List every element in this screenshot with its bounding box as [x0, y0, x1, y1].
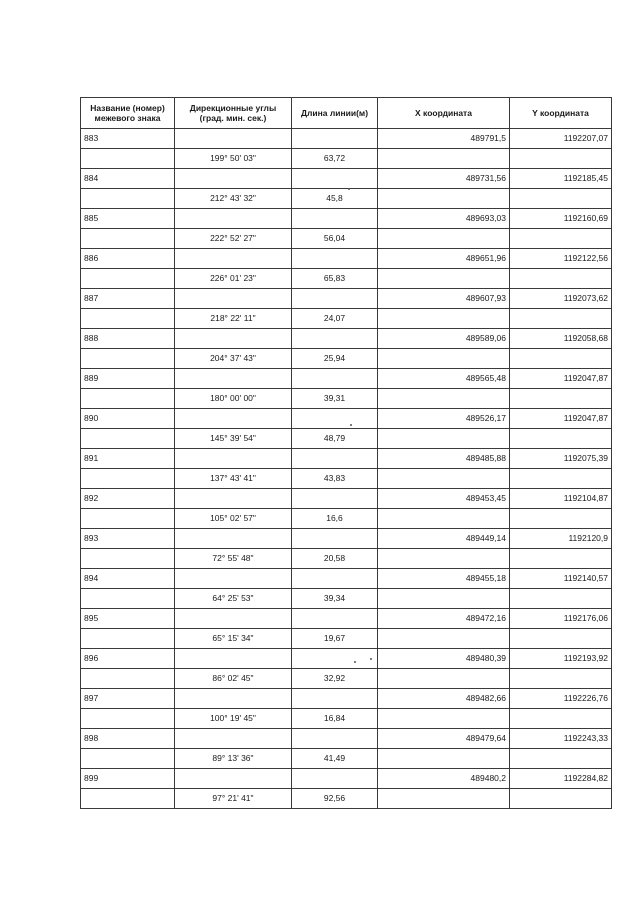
- table-row: [81, 709, 612, 729]
- table-row: [81, 589, 612, 609]
- table-row: [81, 149, 612, 169]
- cell-x-coordinate: [378, 229, 510, 249]
- coordinates-table: [80, 97, 612, 809]
- cell-marker-name: 886: [81, 249, 175, 269]
- header-y-coordinate: Y координата: [510, 98, 612, 129]
- cell-x-coordinate: 489526,17: [378, 409, 510, 429]
- header-marker-name: Название (номер) межевого знака: [81, 98, 175, 129]
- cell-marker-name: 898: [81, 729, 175, 749]
- cell-line-length: [292, 409, 378, 429]
- scan-speck: [354, 661, 356, 663]
- table-row: [81, 689, 612, 709]
- cell-x-coordinate: [378, 469, 510, 489]
- table-row: [81, 369, 612, 389]
- cell-line-length: [292, 729, 378, 749]
- cell-marker-name: 889: [81, 369, 175, 389]
- scan-speck: [350, 424, 352, 426]
- cell-direction-angle: [175, 729, 292, 749]
- cell-marker-name: 883: [81, 129, 175, 149]
- table-row: [81, 569, 612, 589]
- cell-marker-name: 896: [81, 649, 175, 669]
- table-row: [81, 429, 612, 449]
- cell-direction-angle: [175, 569, 292, 589]
- cell-y-coordinate: [510, 149, 612, 169]
- table-row: [81, 529, 612, 549]
- cell-direction-angle: [175, 649, 292, 669]
- cell-marker-name: [81, 149, 175, 169]
- cell-direction-angle: 65° 15' 34": [175, 629, 292, 649]
- cell-line-length: 20,58: [292, 549, 378, 569]
- table-row: [81, 629, 612, 649]
- table-row: [81, 609, 612, 629]
- table-row: [81, 649, 612, 669]
- cell-line-length: 48,79: [292, 429, 378, 449]
- table-row: [81, 469, 612, 489]
- cell-line-length: [292, 449, 378, 469]
- cell-direction-angle: [175, 529, 292, 549]
- cell-y-coordinate: [510, 669, 612, 689]
- cell-x-coordinate: [378, 789, 510, 809]
- cell-y-coordinate: 1192122,56: [510, 249, 612, 269]
- cell-line-length: 25,94: [292, 349, 378, 369]
- cell-y-coordinate: [510, 309, 612, 329]
- table-body: [81, 129, 612, 809]
- header-direction-angle: Дирекционные углы (град. мин. сек.): [175, 98, 292, 129]
- cell-x-coordinate: 489455,18: [378, 569, 510, 589]
- cell-y-coordinate: 1192160,69: [510, 209, 612, 229]
- table-row: [81, 549, 612, 569]
- cell-line-length: [292, 649, 378, 669]
- cell-marker-name: [81, 629, 175, 649]
- cell-direction-angle: [175, 169, 292, 189]
- cell-line-length: [292, 209, 378, 229]
- cell-y-coordinate: 1192140,57: [510, 569, 612, 589]
- cell-y-coordinate: 1192185,45: [510, 169, 612, 189]
- cell-direction-angle: [175, 289, 292, 309]
- cell-marker-name: [81, 749, 175, 769]
- cell-direction-angle: 222° 52' 27": [175, 229, 292, 249]
- table-row: [81, 309, 612, 329]
- cell-line-length: [292, 169, 378, 189]
- cell-direction-angle: [175, 489, 292, 509]
- cell-line-length: 24,07: [292, 309, 378, 329]
- cell-x-coordinate: [378, 349, 510, 369]
- cell-x-coordinate: 489485,88: [378, 449, 510, 469]
- cell-marker-name: [81, 589, 175, 609]
- cell-y-coordinate: [510, 589, 612, 609]
- cell-marker-name: 885: [81, 209, 175, 229]
- cell-marker-name: 887: [81, 289, 175, 309]
- cell-y-coordinate: [510, 709, 612, 729]
- cell-line-length: 56,04: [292, 229, 378, 249]
- cell-y-coordinate: 1192193,92: [510, 649, 612, 669]
- cell-direction-angle: [175, 329, 292, 349]
- cell-direction-angle: 105° 02' 57": [175, 509, 292, 529]
- cell-x-coordinate: 489565,48: [378, 369, 510, 389]
- cell-marker-name: [81, 509, 175, 529]
- cell-direction-angle: [175, 449, 292, 469]
- cell-direction-angle: 226° 01' 23": [175, 269, 292, 289]
- cell-x-coordinate: 489589,06: [378, 329, 510, 349]
- cell-y-coordinate: 1192176,06: [510, 609, 612, 629]
- cell-x-coordinate: [378, 629, 510, 649]
- table-row: [81, 169, 612, 189]
- cell-x-coordinate: 489731,56: [378, 169, 510, 189]
- table-row: [81, 509, 612, 529]
- cell-direction-angle: [175, 129, 292, 149]
- cell-line-length: [292, 529, 378, 549]
- cell-y-coordinate: [510, 429, 612, 449]
- cell-direction-angle: 89° 13' 36": [175, 749, 292, 769]
- table-row: [81, 409, 612, 429]
- cell-y-coordinate: [510, 189, 612, 209]
- cell-marker-name: [81, 429, 175, 449]
- cell-x-coordinate: 489651,96: [378, 249, 510, 269]
- cell-y-coordinate: 1192207,07: [510, 129, 612, 149]
- cell-y-coordinate: 1192047,87: [510, 409, 612, 429]
- cell-x-coordinate: [378, 189, 510, 209]
- cell-marker-name: [81, 349, 175, 369]
- cell-direction-angle: 204° 37' 43": [175, 349, 292, 369]
- cell-line-length: 45,8: [292, 189, 378, 209]
- cell-marker-name: 897: [81, 689, 175, 709]
- table-row: [81, 729, 612, 749]
- cell-y-coordinate: 1192058,68: [510, 329, 612, 349]
- cell-y-coordinate: [510, 389, 612, 409]
- cell-line-length: 39,31: [292, 389, 378, 409]
- cell-direction-angle: 86° 02' 45": [175, 669, 292, 689]
- cell-marker-name: 888: [81, 329, 175, 349]
- cell-direction-angle: 97° 21' 41": [175, 789, 292, 809]
- cell-line-length: [292, 769, 378, 789]
- cell-line-length: 39,34: [292, 589, 378, 609]
- cell-direction-angle: [175, 249, 292, 269]
- cell-direction-angle: 199° 50' 03": [175, 149, 292, 169]
- cell-x-coordinate: [378, 749, 510, 769]
- cell-direction-angle: 64° 25' 53": [175, 589, 292, 609]
- cell-line-length: [292, 329, 378, 349]
- cell-direction-angle: [175, 209, 292, 229]
- cell-x-coordinate: 489480,2: [378, 769, 510, 789]
- cell-line-length: 16,6: [292, 509, 378, 529]
- scan-speck: [370, 658, 372, 660]
- cell-y-coordinate: [510, 349, 612, 369]
- cell-x-coordinate: 489453,45: [378, 489, 510, 509]
- cell-line-length: 41,49: [292, 749, 378, 769]
- cell-direction-angle: [175, 769, 292, 789]
- cell-x-coordinate: 489480,39: [378, 649, 510, 669]
- cell-marker-name: 891: [81, 449, 175, 469]
- cell-marker-name: 894: [81, 569, 175, 589]
- cell-x-coordinate: [378, 309, 510, 329]
- table-row: [81, 489, 612, 509]
- cell-line-length: 65,83: [292, 269, 378, 289]
- cell-direction-angle: 218° 22' 11": [175, 309, 292, 329]
- cell-direction-angle: [175, 369, 292, 389]
- table-row: [81, 349, 612, 369]
- cell-marker-name: [81, 669, 175, 689]
- cell-x-coordinate: 489693,03: [378, 209, 510, 229]
- table-row: [81, 129, 612, 149]
- cell-line-length: [292, 609, 378, 629]
- table-row: [81, 189, 612, 209]
- cell-marker-name: 884: [81, 169, 175, 189]
- cell-marker-name: [81, 789, 175, 809]
- cell-direction-angle: 72° 55' 48": [175, 549, 292, 569]
- cell-marker-name: 890: [81, 409, 175, 429]
- cell-marker-name: 895: [81, 609, 175, 629]
- header-line-length: Длина линии(м): [292, 98, 378, 129]
- cell-x-coordinate: [378, 589, 510, 609]
- table-row: [81, 269, 612, 289]
- cell-y-coordinate: 1192120,9: [510, 529, 612, 549]
- cell-y-coordinate: 1192104,87: [510, 489, 612, 509]
- cell-x-coordinate: 489449,14: [378, 529, 510, 549]
- table-row: [81, 789, 612, 809]
- table-header-row: [81, 98, 612, 129]
- cell-marker-name: [81, 189, 175, 209]
- cell-y-coordinate: [510, 789, 612, 809]
- cell-y-coordinate: [510, 749, 612, 769]
- cell-line-length: [292, 129, 378, 149]
- cell-x-coordinate: 489607,93: [378, 289, 510, 309]
- cell-x-coordinate: 489482,66: [378, 689, 510, 709]
- table-row: [81, 289, 612, 309]
- table-row: [81, 389, 612, 409]
- cell-line-length: 16,84: [292, 709, 378, 729]
- cell-marker-name: [81, 269, 175, 289]
- cell-line-length: 32,92: [292, 669, 378, 689]
- scan-speck: [348, 188, 350, 190]
- cell-x-coordinate: [378, 389, 510, 409]
- cell-x-coordinate: [378, 669, 510, 689]
- cell-line-length: 63,72: [292, 149, 378, 169]
- cell-x-coordinate: [378, 269, 510, 289]
- table-row: [81, 749, 612, 769]
- table-row: [81, 329, 612, 349]
- cell-direction-angle: 145° 39' 54": [175, 429, 292, 449]
- cell-x-coordinate: [378, 149, 510, 169]
- cell-direction-angle: 212° 43' 32": [175, 189, 292, 209]
- cell-line-length: 19,67: [292, 629, 378, 649]
- cell-line-length: [292, 369, 378, 389]
- cell-line-length: [292, 689, 378, 709]
- table-row: [81, 449, 612, 469]
- cell-y-coordinate: [510, 469, 612, 489]
- cell-marker-name: [81, 389, 175, 409]
- cell-x-coordinate: 489472,16: [378, 609, 510, 629]
- cell-y-coordinate: [510, 549, 612, 569]
- cell-direction-angle: [175, 609, 292, 629]
- cell-y-coordinate: [510, 229, 612, 249]
- cell-y-coordinate: 1192075,39: [510, 449, 612, 469]
- cell-y-coordinate: 1192243,33: [510, 729, 612, 749]
- cell-line-length: [292, 289, 378, 309]
- cell-y-coordinate: 1192073,62: [510, 289, 612, 309]
- cell-line-length: [292, 569, 378, 589]
- cell-direction-angle: [175, 409, 292, 429]
- table-row: [81, 669, 612, 689]
- cell-line-length: 43,83: [292, 469, 378, 489]
- cell-y-coordinate: [510, 509, 612, 529]
- table-row: [81, 249, 612, 269]
- cell-x-coordinate: 489479,64: [378, 729, 510, 749]
- cell-line-length: [292, 249, 378, 269]
- cell-direction-angle: 137° 43' 41": [175, 469, 292, 489]
- cell-line-length: 92,56: [292, 789, 378, 809]
- header-x-coordinate: X координата: [378, 98, 510, 129]
- cell-y-coordinate: [510, 269, 612, 289]
- cell-marker-name: [81, 469, 175, 489]
- cell-marker-name: [81, 549, 175, 569]
- cell-direction-angle: [175, 689, 292, 709]
- cell-x-coordinate: [378, 709, 510, 729]
- cell-x-coordinate: [378, 549, 510, 569]
- cell-marker-name: [81, 229, 175, 249]
- cell-y-coordinate: 1192047,87: [510, 369, 612, 389]
- cell-marker-name: [81, 709, 175, 729]
- cell-x-coordinate: [378, 509, 510, 529]
- cell-y-coordinate: 1192226,76: [510, 689, 612, 709]
- cell-line-length: [292, 489, 378, 509]
- cell-y-coordinate: 1192284,82: [510, 769, 612, 789]
- cell-marker-name: [81, 309, 175, 329]
- cell-x-coordinate: [378, 429, 510, 449]
- cell-marker-name: 899: [81, 769, 175, 789]
- table-row: [81, 209, 612, 229]
- cell-direction-angle: 100° 19' 45": [175, 709, 292, 729]
- cell-marker-name: 892: [81, 489, 175, 509]
- table-row: [81, 229, 612, 249]
- table-row: [81, 769, 612, 789]
- cell-marker-name: 893: [81, 529, 175, 549]
- cell-y-coordinate: [510, 629, 612, 649]
- cell-direction-angle: 180° 00' 00": [175, 389, 292, 409]
- cell-x-coordinate: 489791,5: [378, 129, 510, 149]
